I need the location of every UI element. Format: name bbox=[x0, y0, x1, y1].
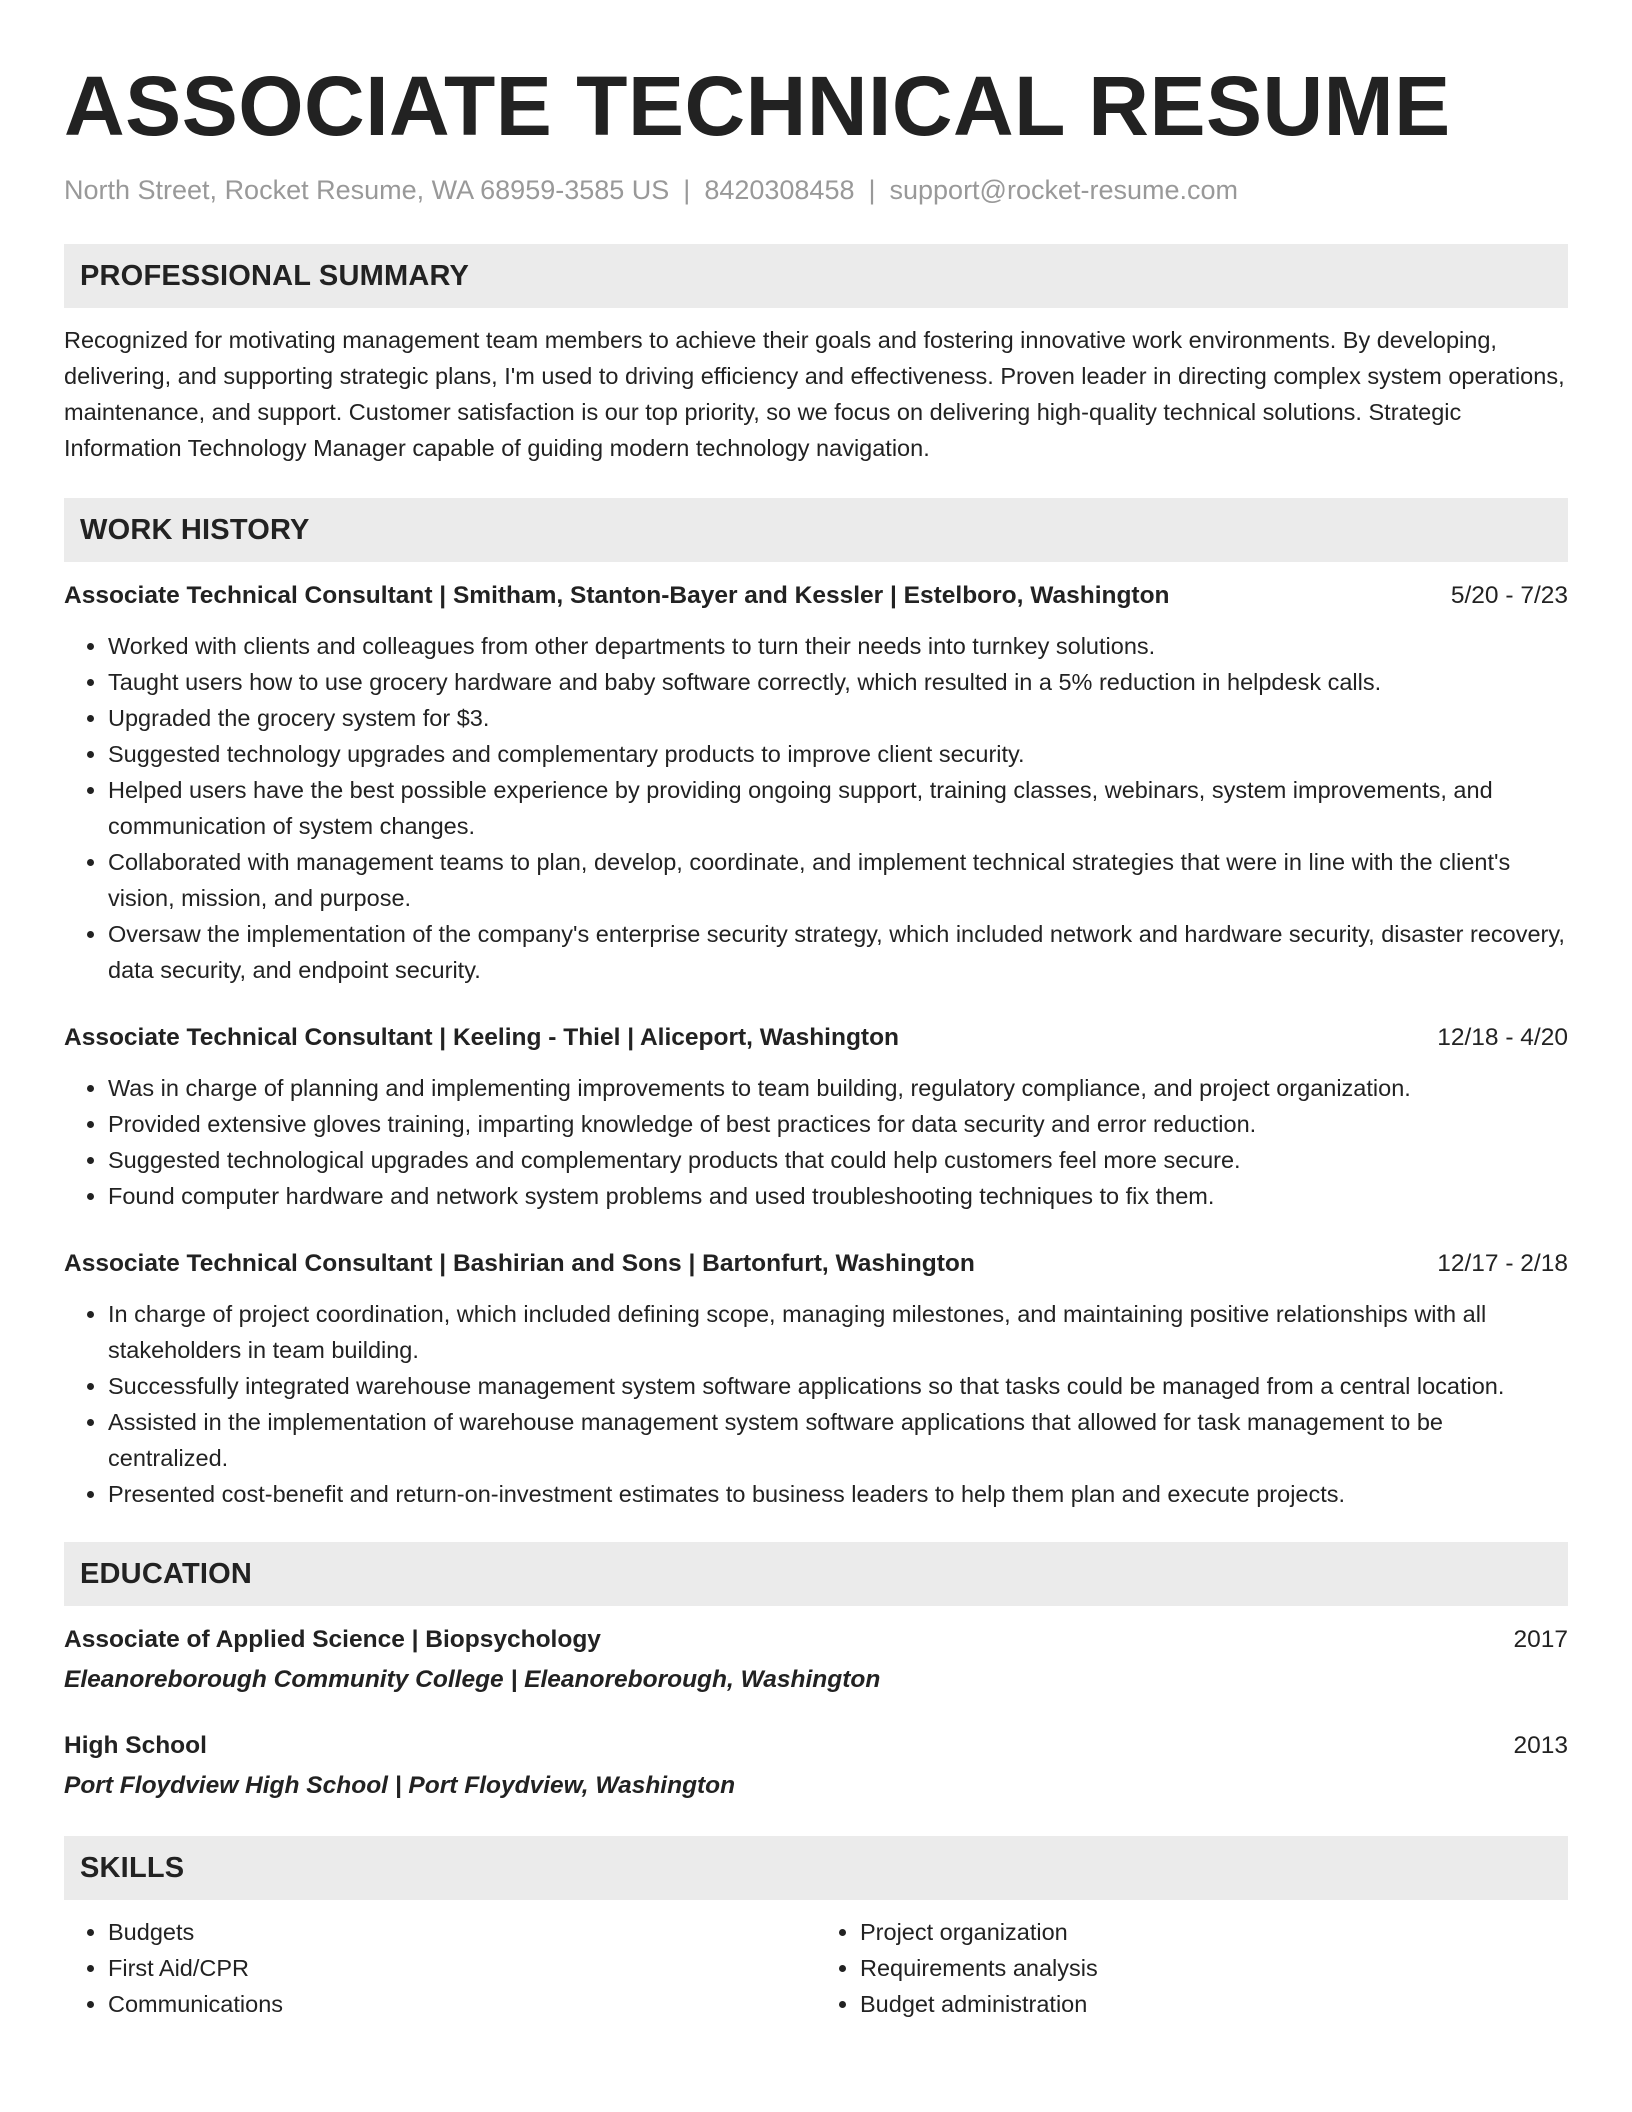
job-bullets bbox=[64, 1296, 1568, 1512]
job-entry bbox=[64, 578, 1568, 988]
job-header bbox=[64, 1246, 1568, 1282]
summary-heading: PROFESSIONAL SUMMARY bbox=[64, 244, 1568, 308]
job-bullet: • Worked with clients and colleagues from other departments to turn their needs into turnkey solutions. bbox=[108, 628, 1568, 664]
education-year: 2013 bbox=[1513, 1732, 1568, 1759]
job-bullet: • Was in charge of planning and implementing improvements to team building, regulatory compliance, and project organization. bbox=[108, 1070, 1568, 1106]
job-bullet: • Oversaw the implementation of the company's enterprise security strategy, which included network and hardware security, disaster recovery, data security, and endpoint security. bbox=[108, 916, 1568, 988]
contact-separator: | bbox=[683, 175, 691, 205]
job-bullet: • Suggested technology upgrades and complementary products to improve client security. bbox=[108, 736, 1568, 772]
skill-item: • Budgets bbox=[108, 1914, 816, 1950]
job-title: Associate Technical Consultant | Keeling - Thiel | Aliceport, Washington bbox=[64, 1024, 900, 1051]
job-bullet: • Suggested technological upgrades and complementary products that could help customers feel more secure. bbox=[108, 1142, 1568, 1178]
job-header bbox=[64, 578, 1568, 614]
education-heading: EDUCATION bbox=[64, 1542, 1568, 1606]
education-header bbox=[64, 1728, 1568, 1764]
education-header bbox=[64, 1622, 1568, 1658]
skill-item: • Requirements analysis bbox=[860, 1950, 1568, 1986]
summary-text: Recognized for motivating management team members to achieve their goals and fostering innovative work environments. By developing, delivering, and supporting strategic plans, I'm used to driving efficiency and effectiveness. Proven leader in directing complex system operations, maintenance, and support. Customer satisfaction is our top priority, so we focus on delivering high-quality technical solutions. Strategic Information Technology Manager capable of guiding modern technology navigation. bbox=[64, 327, 1565, 461]
skills-heading: SKILLS bbox=[64, 1836, 1568, 1900]
job-bullet: • In charge of project coordination, which included defining scope, managing milestones, and maintaining positive relationships with all stakeholders in team building. bbox=[108, 1296, 1568, 1368]
job-entry bbox=[64, 1020, 1568, 1214]
job-header bbox=[64, 1020, 1568, 1056]
skills-column-right bbox=[816, 1914, 1568, 2022]
job-bullet: • Found computer hardware and network system problems and used troubleshooting techniques to fix them. bbox=[108, 1178, 1568, 1214]
work-history-heading: WORK HISTORY bbox=[64, 498, 1568, 562]
job-bullet: • Upgraded the grocery system for $3. bbox=[108, 700, 1568, 736]
contact-address: North Street, Rocket Resume, WA 68959-3585 US bbox=[64, 175, 670, 205]
job-bullets bbox=[64, 1070, 1568, 1214]
skill-item: • Communications bbox=[108, 1986, 816, 2022]
job-bullet: • Successfully integrated warehouse management system software applications so that tasks could be managed from a central location. bbox=[108, 1368, 1568, 1404]
education-school: Port Floydview High School | Port Floydview, Washington bbox=[64, 1772, 736, 1799]
job-bullet: • Collaborated with management teams to plan, develop, coordinate, and implement technical strategies that were in line with the client's vision, mission, and purpose. bbox=[108, 844, 1568, 916]
skill-item: • First Aid/CPR bbox=[108, 1950, 816, 1986]
job-bullet: • Taught users how to use grocery hardware and baby software correctly, which resulted in a 5% reduction in helpdesk calls. bbox=[108, 664, 1568, 700]
job-dates: 12/18 - 4/20 bbox=[1437, 1024, 1568, 1051]
job-dates: 5/20 - 7/23 bbox=[1450, 582, 1568, 609]
skill-item: • Project organization bbox=[860, 1914, 1568, 1950]
job-bullet: • Presented cost-benefit and return-on-investment estimates to business leaders to help them plan and execute projects. bbox=[108, 1476, 1568, 1512]
contact-separator: | bbox=[868, 175, 876, 205]
job-entry bbox=[64, 1246, 1568, 1512]
job-title: Associate Technical Consultant | Smitham, Stanton-Bayer and Kessler | Estelboro, Washington bbox=[64, 582, 1170, 609]
education-entry bbox=[64, 1622, 1568, 1698]
job-bullet: • Provided extensive gloves training, imparting knowledge of best practices for data security and error reduction. bbox=[108, 1106, 1568, 1142]
education-year: 2017 bbox=[1513, 1626, 1568, 1653]
contact-email: support@rocket-resume.com bbox=[889, 175, 1239, 205]
job-bullet: • Helped users have the best possible experience by providing ongoing support, training classes, webinars, system improvements, and communication of system changes. bbox=[108, 772, 1568, 844]
skills-column-left bbox=[64, 1914, 816, 2022]
job-bullet: • Assisted in the implementation of warehouse management system software applications that allowed for task management to be centralized. bbox=[108, 1404, 1568, 1476]
education-degree: High School bbox=[64, 1732, 207, 1759]
job-bullets bbox=[64, 628, 1568, 988]
education-entry bbox=[64, 1728, 1568, 1804]
education-degree: Associate of Applied Science | Biopsychology bbox=[64, 1626, 601, 1653]
job-dates: 12/17 - 2/18 bbox=[1437, 1250, 1568, 1277]
job-title: Associate Technical Consultant | Bashirian and Sons | Bartonfurt, Washington bbox=[64, 1250, 975, 1277]
contact-phone: 8420308458 bbox=[704, 175, 855, 205]
contact-line bbox=[64, 172, 1568, 208]
skills-list bbox=[64, 1914, 1568, 2022]
skill-item: • Budget administration bbox=[860, 1986, 1568, 2022]
resume-title: ASSOCIATE TECHNICAL RESUME bbox=[64, 59, 1451, 153]
education-school: Eleanoreborough Community College | Eleanoreborough, Washington bbox=[64, 1666, 881, 1693]
